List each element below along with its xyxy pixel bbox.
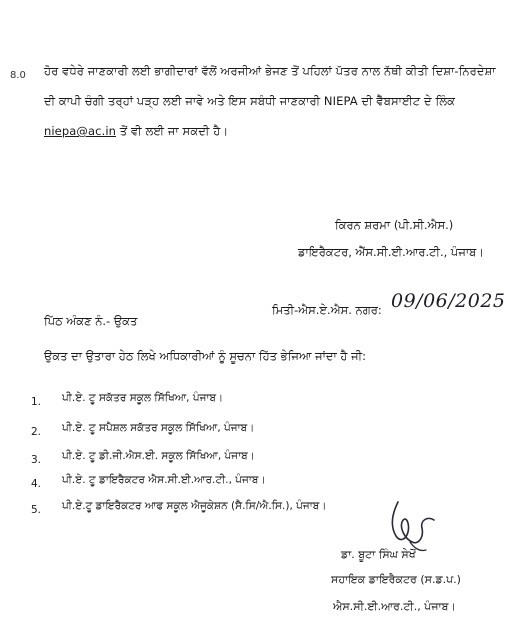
signatory-1-name: ਕਿਰਨ ਸ਼ਰਮਾ (ਪੀ.ਸੀ.ਐਸ.) [335, 218, 454, 232]
paragraph-line-3 [44, 124, 228, 139]
list-item: ਪੀ.ਏ. ਟੂ ਸਕੱਤਰ ਸਕੂਲ ਸਿੱਖਿਆ, ਪੰਜਾਬ। [62, 392, 224, 404]
list-item-number: 3. [31, 454, 42, 466]
signatory-1-designation: ਡਾਇਰੈਕਟਰ, ਐੱਸ.ਸੀ.ਈ.ਆਰ.ਟੀ., ਪੰਜਾਬ। [298, 245, 485, 259]
handwritten-signature [380, 492, 450, 554]
list-item: ਪੀ.ਏ. ਟੂ ਸਪੈਸ਼ਲ ਸਕੱਤਰ ਸਕੂਲ ਸਿੱਖਿਆ, ਪੰਜਾਬ। [62, 422, 255, 434]
paragraph-line-3-text: ਤੋਂ ਵੀ ਲਈ ਜਾ ਸਕਦੀ ਹੈ। [116, 124, 229, 138]
list-item: ਪੀ.ਏ. ਟੂ ਡੀ.ਜੀ.ਐਸ.ਈ. ਸਕੂਲ ਸਿੱਖਿਆ, ਪੰਜਾਬ। [62, 450, 255, 462]
endorsement-ref-label: ਪਿੱਠ ਅੰਕਣ ਨੰ.- ਉਕਤ [44, 314, 138, 328]
list-item: ਪੀ.ਏ.ਟੂ ਡਾਇਰੈਕਟਰ ਆਫ ਸਕੂਲ ਐਜੂਕੇਸ਼ਨ (ਸੈ.ਸਿ/ਐ.ਸਿ.), ਪੰਜਾਬ। [62, 500, 327, 512]
paragraph-line-2: ਦੀ ਕਾਪੀ ਚੰਗੀ ਤਰ੍ਹਾਂ ਪੜ੍ਹ ਲਈ ਜਾਵੇ ਅਤੇ ਇਸ ਸਬੰਧੀ ਜਾਣਕਾਰੀ NIEPA ਦੀ ਵੈੱਬਸਾਈਟ ਦੇ ਲਿੰਕ [44, 94, 456, 108]
list-item-number: 4. [31, 478, 42, 490]
signatory-2-office: ਐਸ.ਸੀ.ਈ.ਆਰ.ਟੀ., ਪੰਜਾਬ। [333, 600, 456, 613]
list-item-number: 5. [31, 504, 42, 516]
endorsement-date-label: ਮਿਤੀ-ਐਸ.ਏ.ਐਸ. ਨਗਰ: [272, 303, 382, 317]
paragraph-number: 8.0 [10, 70, 26, 81]
paragraph-line-1: ਹੋਰ ਵਧੇਰੇ ਜਾਣਕਾਰੀ ਲਈ ਭਾਗੀਦਾਰਾਂ ਵੱਲੋਂ ਅਰਜੀਆਂ ਭੇਜਣ ਤੋਂ ਪਹਿਲਾਂ ਪੱਤਰ ਨਾਲ ਨੱਥੀ ਕੀਤੀ ਦਿਸ਼ਾ-ਨਿਰਦੇਸ਼ਾ [44, 64, 496, 78]
list-item: ਪੀ.ਏ. ਟੂ ਡਾਇਰੈਕਟਰ ਐਸ.ਸੀ.ਈ.ਆਰ.ਟੀ., ਪੰਜਾਬ। [62, 474, 266, 486]
list-item-number: 1. [31, 396, 42, 408]
list-item-number: 2. [31, 426, 42, 438]
copy-intro: ਉਕਤ ਦਾ ਉਤਾਰਾ ਹੇਠ ਲਿਖੇ ਅਧਿਕਾਰੀਆਂ ਨੂੰ ਸੂਚਨਾ ਹਿੱਤ ਭੇਜਿਆ ਜਾਂਦਾ ਹੈ ਜੀ: [44, 349, 366, 363]
signatory-2-name: ਡਾ. ਬੂਟਾ ਸਿੰਘ ਸੇਖੋਂ [341, 548, 416, 561]
signatory-2-designation: ਸਹਾਇਕ ਡਾਇਰੈਕਟਰ (ਸ.ਡ.ਪ.) [331, 573, 461, 586]
handwritten-date: 09/06/2025 [391, 290, 506, 312]
email-link[interactable]: niepa@ac.in [44, 124, 117, 138]
